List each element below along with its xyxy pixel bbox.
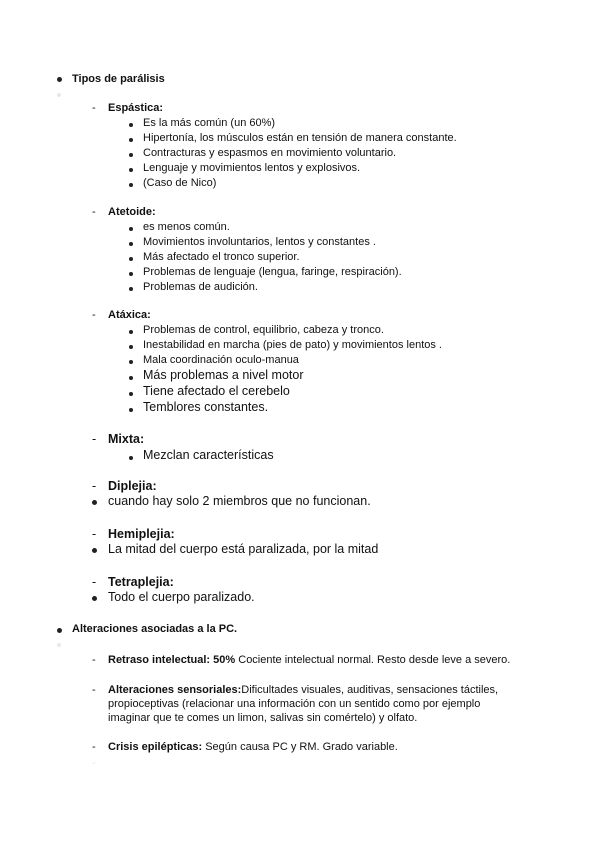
crisis-label: Crisis epilépticas: [108,741,203,753]
heading-diplejia: Diplejia: [108,479,157,493]
bullet-icon [129,153,133,157]
sensoriales-label: Alteraciones sensoriales: [108,684,242,696]
retraso-text: Cociente intelectual normal. Resto desde leve a severo. [235,654,511,666]
bullet-icon [129,456,133,460]
list-item: Problemas de lenguaje (lengua, faringe, respiración). [143,266,402,278]
list-item: Movimientos involuntarios, lentos y constantes . [143,236,376,248]
dash-icon: - [92,575,97,589]
list-item: Más afectado el tronco superior. [143,251,300,263]
section-title-alteraciones: Alteraciones asociadas a la PC. [72,623,238,635]
alteraciones-sensoriales-line1 [108,684,498,696]
list-item: Inestabilidad en marcha (pies de pato) y movimientos lentos . [143,339,442,351]
bullet-icon [129,360,133,364]
sensoriales-text: Dificultades visuales, auditivas, sensaciones táctiles, [241,684,499,696]
bullet-icon [57,77,62,82]
retraso-label: Retraso intelectual: [108,654,211,666]
bullet-icon [129,138,133,142]
dash-icon: - [92,479,97,493]
retraso-intelectual-line [108,654,510,666]
empty-bullet-icon [57,643,61,647]
bullet-icon [129,183,133,187]
list-item: La mitad del cuerpo está paralizada, por la mitad [108,542,379,556]
bullet-icon [129,272,133,276]
list-item: Hipertonía, los músculos están en tensión de manera constante. [143,132,457,144]
list-item: Mala coordinación oculo-manua [143,354,299,366]
list-item: Problemas de audición. [143,281,258,293]
list-item: Problemas de control, equilibrio, cabeza y tronco. [143,324,384,336]
bullet-icon [129,392,133,396]
list-item: Más problemas a nivel motor [143,368,304,382]
bullet-icon [57,628,62,633]
dash-icon: - [92,741,96,753]
bullet-icon [129,168,133,172]
bullet-icon [129,242,133,246]
dash-icon: - [92,684,96,696]
list-item: (Caso de Nico) [143,177,217,189]
bullet-icon [92,548,97,553]
dash-icon: - [92,432,97,446]
heading-mixta: Mixta: [108,432,145,446]
list-item: Temblores constantes. [143,400,269,414]
bullet-icon [129,257,133,261]
list-item: Todo el cuerpo paralizado. [108,590,255,604]
alteraciones-sensoriales-line2: propioceptivas (relacionar una información con un sentido como por ejemplo [108,698,481,710]
list-item: es menos común. [143,221,230,233]
bullet-icon [129,408,133,412]
list-item: Tiene afectado el cerebelo [143,384,290,398]
crisis-text: Según causa PC y RM. Grado variable. [202,741,398,753]
bullet-icon [129,287,133,291]
dash-icon: - [92,206,96,218]
dash-icon: - [92,527,97,541]
empty-dash-icon: - [92,757,96,769]
bullet-icon [92,500,97,505]
heading-hemiplejia: Hemiplejia: [108,527,175,541]
list-item: Lenguaje y movimientos lentos y explosivos. [143,162,361,174]
list-item: Es la más común (un 60%) [143,117,276,129]
heading-ataxica: Atáxica: [108,309,151,321]
bullet-icon [129,330,133,334]
dash-icon: - [92,654,96,666]
bullet-icon [129,376,133,380]
empty-bullet-icon [57,93,61,97]
dash-icon: - [92,309,96,321]
heading-espastica: Espástica: [108,102,164,114]
list-item: Contracturas y espasmos en movimiento voluntario. [143,147,397,159]
alteraciones-sensoriales-line3: imaginar que te comes un limon, salivas sin comértelo) y olfato. [108,712,418,724]
heading-tetraplejia: Tetraplejia: [108,575,174,589]
list-item: cuando hay solo 2 miembros que no funcionan. [108,494,371,508]
bullet-icon [129,123,133,127]
list-item: Mezclan características [143,448,274,462]
dash-icon: - [92,102,96,114]
heading-atetoide: Atetoide: [108,206,156,218]
bullet-icon [92,596,97,601]
crisis-epilepticas-line [108,741,398,753]
section-title-tipos: Tipos de parálisis [72,73,165,85]
bullet-icon [129,227,133,231]
bullet-icon [129,345,133,349]
retraso-percent: 50% [213,654,236,666]
